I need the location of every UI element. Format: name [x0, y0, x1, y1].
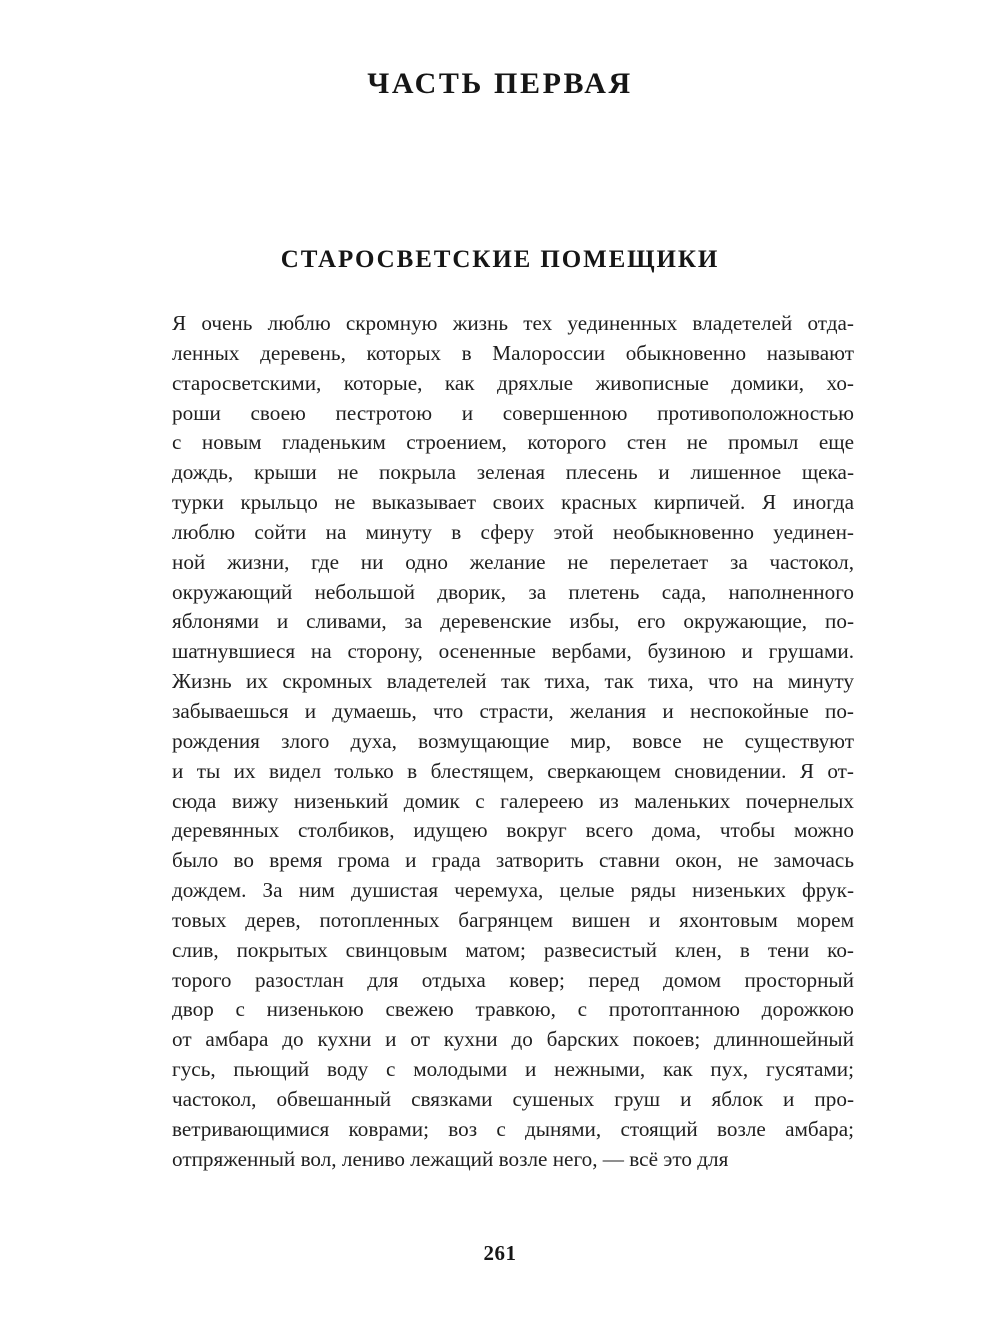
- text-line: Я очень люблю скромную жизнь тех уединенных владетелей отда-: [172, 311, 854, 335]
- page-number: 261: [483, 1241, 517, 1265]
- text-line: сюда вижу низенький домик с галереею из маленьких почернелых: [172, 788, 854, 813]
- text-line: ветривающимися коврами; воз с дынями, стоящий возле амбара;: [172, 1116, 854, 1141]
- text-line: забываешься и думаешь, что страсти, желания и неспокойные по-: [172, 698, 854, 723]
- text-line: частокол, обвешанный связками сушеных груш и яблок и про-: [172, 1086, 854, 1111]
- text-line: яблонями и сливами, за деревенские избы, его окружающие, по-: [172, 609, 854, 634]
- text-line: от амбара до кухни и от кухни до барских покоев; длинношейный: [172, 1027, 854, 1052]
- text-line: слив, покрытых свинцовым матом; развесистый клен, в тени ко-: [172, 937, 854, 962]
- text-line: гусь, пьющий воду с молодыми и нежными, как пух, гусятами;: [172, 1057, 854, 1082]
- text-line: товых дерев, потопленных багрянцем вишен и яхонтовым морем: [172, 907, 854, 932]
- text-line: с новым гладеньким строением, которого стен не промыл еще: [172, 430, 854, 455]
- text-line: было во время грома и града затворить ставни окон, не замочась: [172, 848, 854, 873]
- text-line: ной жизни, где ни одно желание не перелетает за частокол,: [172, 549, 854, 574]
- text-line: турки крыльцо не выказывает своих красных кирпичей. Я иногда: [172, 490, 854, 515]
- chapter-title: СТАРОСВЕТСКИЕ ПОМЕЩИКИ: [280, 246, 720, 273]
- text-line: ленных деревень, которых в Малороссии обыкновенно называют: [172, 340, 854, 365]
- text-line: и ты их видел только в блестящем, сверкающем сновидении. Я от-: [172, 758, 854, 783]
- text-line: люблю сойти на минуту в сферу этой необыкновенно уединен-: [172, 519, 854, 544]
- text-line: отпряженный вол, лениво лежащий возле него, — всё это для: [172, 1146, 729, 1171]
- text-line: торого разостлан для отдыха ковер; перед домом просторный: [172, 967, 854, 992]
- text-line: дождь, крыши не покрыла зеленая плесень и лишенное щека-: [172, 460, 854, 485]
- text-line: деревянных столбиков, идущею вокруг всего дома, чтобы можно: [172, 818, 854, 843]
- text-line: старосветскими, которые, как дряхлые живописные домики, хо-: [172, 370, 854, 395]
- text-line: двор с низенькою свежею травкою, с протоптанною дорожкою: [172, 997, 854, 1022]
- body-text: [172, 309, 854, 1174]
- text-line: Жизнь их скромных владетелей так тиха, так тиха, что на минуту: [172, 669, 854, 694]
- text-line: рождения злого духа, возмущающие мир, вовсе не существуют: [172, 728, 854, 753]
- text-line: окружающий небольшой дворик, за плетень сада, наполненного: [172, 579, 854, 604]
- text-line: роши своею пестротою и совершенною противоположностью: [172, 400, 854, 425]
- text-line: дождем. За ним душистая черемуха, целые ряды низеньких фрук-: [172, 878, 854, 903]
- part-title: ЧАСТЬ ПЕРВАЯ: [367, 67, 633, 100]
- text-line: шатнувшиеся на сторону, осененные вербами, бузиною и грушами.: [172, 639, 854, 664]
